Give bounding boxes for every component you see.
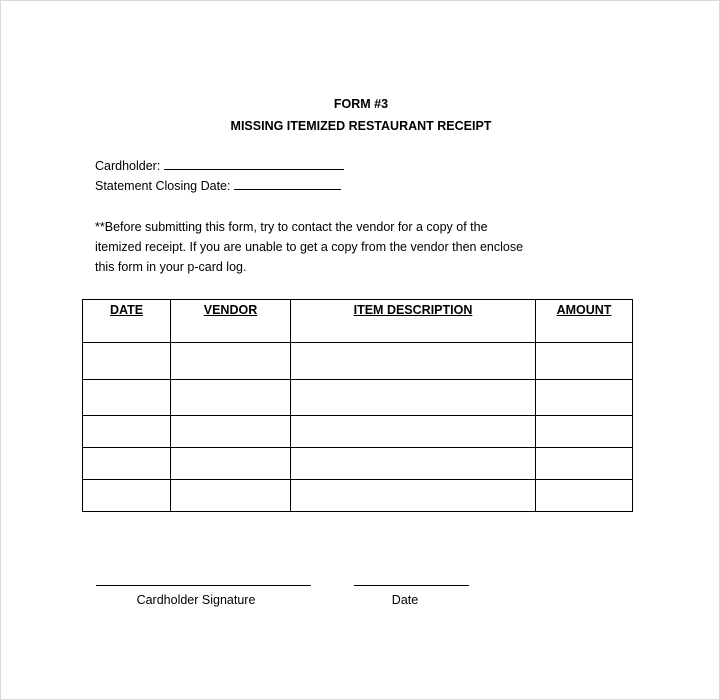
cell-vendor[interactable] bbox=[171, 480, 291, 512]
cell-amount[interactable] bbox=[536, 416, 633, 448]
statement-closing-date-input-line[interactable] bbox=[234, 179, 341, 190]
column-header-item-description: ITEM DESCRIPTION bbox=[291, 300, 536, 343]
instructions-note bbox=[95, 217, 575, 277]
column-header-vendor: VENDOR bbox=[171, 300, 291, 343]
statement-closing-date-field bbox=[95, 179, 341, 193]
cardholder-label: Cardholder: bbox=[95, 159, 161, 173]
table-row bbox=[83, 416, 633, 448]
cell-amount[interactable] bbox=[536, 380, 633, 416]
cell-date[interactable] bbox=[83, 416, 171, 448]
cardholder-input-line[interactable] bbox=[164, 159, 344, 170]
table-row bbox=[83, 480, 633, 512]
cell-vendor[interactable] bbox=[171, 343, 291, 380]
cell-amount[interactable] bbox=[536, 448, 633, 480]
cell-vendor[interactable] bbox=[171, 380, 291, 416]
form-title: MISSING ITEMIZED RESTAURANT RECEIPT bbox=[230, 119, 492, 133]
cell-date[interactable] bbox=[83, 343, 171, 380]
cell-vendor[interactable] bbox=[171, 416, 291, 448]
cardholder-signature-line[interactable] bbox=[96, 585, 311, 586]
cell-amount[interactable] bbox=[536, 480, 633, 512]
note-line: **Before submitting this form, try to contact the vendor for a copy of the bbox=[95, 220, 488, 234]
note-line: itemized receipt. If you are unable to get a copy from the vendor then enclose bbox=[95, 240, 524, 254]
table-header-row bbox=[83, 300, 633, 343]
cell-date[interactable] bbox=[83, 380, 171, 416]
cell-date[interactable] bbox=[83, 448, 171, 480]
cell-item-description[interactable] bbox=[291, 343, 536, 380]
cardholder-signature-label: Cardholder Signature bbox=[136, 593, 256, 607]
note-line: this form in your p-card log. bbox=[95, 260, 247, 274]
table-row bbox=[83, 343, 633, 380]
cell-amount[interactable] bbox=[536, 343, 633, 380]
date-signature-line[interactable] bbox=[354, 585, 469, 586]
cell-item-description[interactable] bbox=[291, 480, 536, 512]
receipt-table bbox=[82, 299, 633, 512]
form-number: FORM #3 bbox=[333, 97, 389, 111]
cardholder-field bbox=[95, 159, 344, 173]
column-header-date: DATE bbox=[83, 300, 171, 343]
cell-item-description[interactable] bbox=[291, 448, 536, 480]
table-row bbox=[83, 380, 633, 416]
date-signature-label: Date bbox=[391, 593, 419, 607]
cell-item-description[interactable] bbox=[291, 380, 536, 416]
cell-item-description[interactable] bbox=[291, 416, 536, 448]
cell-vendor[interactable] bbox=[171, 448, 291, 480]
statement-closing-date-label: Statement Closing Date: bbox=[95, 179, 231, 193]
column-header-amount: AMOUNT bbox=[536, 300, 633, 343]
table-row bbox=[83, 448, 633, 480]
cell-date[interactable] bbox=[83, 480, 171, 512]
